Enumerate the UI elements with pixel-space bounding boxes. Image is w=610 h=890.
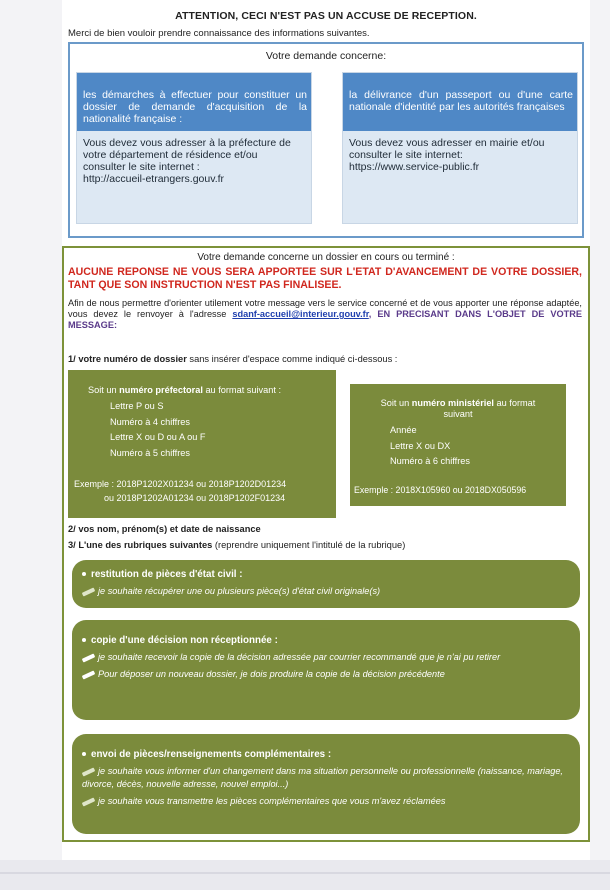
warning-text: AUCUNE REPONSE NE VOUS SERA APPORTEE SUR L'ETAT D'AVANCEMENT DE VOTRE DOSSIER, TANT QUE SON INSTRUCTION N'EST PAS FINALISEE. [68, 266, 582, 291]
bottom-divider [0, 872, 610, 874]
service-public-link[interactable]: https://www.service-public.fr [349, 161, 480, 173]
prefectoral-intro-c: au format suivant : [202, 385, 282, 395]
pen-icon [82, 797, 95, 806]
rubrique-item-text: Pour déposer un nouveau dossier, je dois produire la copie de la décision précédente [98, 669, 445, 679]
rubrique-item-text: je souhaite récupérer une ou plusieurs pièce(s) d'état civil originale(s) [98, 586, 381, 596]
instruction-line: Vous devez vous adresser en mairie et/ou [349, 137, 545, 149]
ministeriel-intro-d: suivant [443, 409, 473, 419]
pen-icon [82, 587, 95, 596]
ministeriel-card [350, 384, 566, 506]
step-2-label: 2/ vos nom, prénom(s) et date de naissance [68, 524, 261, 534]
pen-icon [82, 653, 95, 662]
paragraph-start: Afin de nous permettre d'orienter utilement votre message vers le service concerné et de vous apporter une réponse adaptée, vous devez le renvoyer à l'adresse [68, 298, 582, 319]
rubrique-title-text: envoi de pièces/renseignements complémentaires : [91, 749, 332, 760]
step-3 [68, 540, 405, 550]
ministeriel-intro-b: numéro ministériel [411, 398, 494, 408]
prefectoral-example-2: ou 2018P1202A01234 ou 2018P1202F01234 [104, 493, 286, 503]
prefectoral-card [68, 370, 336, 518]
rubrique-title [82, 634, 570, 647]
rubrique-item [82, 585, 570, 598]
ministeriel-intro-a: Soit un [380, 398, 412, 408]
rubrique-title [82, 748, 570, 761]
card-nationalite-subject: les démarches à effectuer pour constituer un dossier de demande d'acquisition de la nationalité française : [77, 73, 311, 131]
step-2 [68, 524, 261, 534]
format-line: Numéro à 4 chiffres [110, 416, 191, 427]
instruction-line: consulter le site internet : [83, 161, 200, 173]
green-section [62, 246, 590, 842]
instruction-line: votre département de résidence et/ou [83, 149, 258, 161]
prefectoral-example-1: Exemple : 2018P1202X01234 ou 2018P1202D01234 [74, 479, 287, 489]
card-nationalite-instructions [77, 131, 311, 223]
pen-icon [82, 767, 95, 776]
document-page [62, 0, 590, 860]
rubrique-item-text: je souhaite vous informer d'un changement dans ma situation personnelle ou professionnelle (naissance, mariage, divorce, décès, nouvelle adresse, nouvel emploi...) [82, 766, 563, 789]
email-link[interactable]: sdanf-accueil@interieur.gouv.fr [232, 309, 369, 319]
rubrique-item [82, 795, 570, 808]
format-line: Lettre X ou DX [390, 440, 451, 451]
format-line: Numéro à 5 chiffres [110, 447, 191, 458]
prefectoral-intro-a: Soit un [88, 385, 120, 395]
instructions-paragraph [68, 298, 582, 331]
format-line: Année [390, 425, 417, 435]
bullet-icon [82, 752, 86, 756]
rubrique-item [82, 765, 570, 791]
card-passeport [342, 72, 578, 224]
rubrique-item [82, 651, 570, 664]
accueil-etrangers-link[interactable]: http://accueil-etrangers.gouv.fr [83, 173, 225, 185]
prefectoral-format [110, 400, 206, 460]
blue-section [68, 42, 584, 238]
rubrique-item-text: je souhaite vous transmettre les pièces complémentaires que vous m'avez réclamées [98, 796, 446, 806]
format-line: Lettre P ou S [110, 401, 164, 411]
prefectoral-intro-b: numéro préfectoral [119, 385, 203, 395]
card-nationalite [76, 72, 312, 224]
step-1-label: 1/ votre numéro de dossier [68, 354, 187, 364]
page-title: ATTENTION, CECI N'EST PAS UN ACCUSE DE RECEPTION. [175, 10, 477, 22]
pen-icon [82, 670, 95, 679]
ministeriel-example: Exemple : 2018X105960 ou 2018DX050596 [354, 485, 527, 495]
rubrique-title [82, 568, 570, 581]
card-passeport-instructions [343, 131, 577, 223]
rubrique-item-text: je souhaite recevoir la copie de la décision adressée par courrier recommandé que je n'ai pu retirer [98, 652, 501, 662]
step-3-label: 3/ L'une des rubriques suivantes [68, 540, 213, 550]
rubrique-item [82, 668, 570, 681]
paragraph-end: , EN PRECISANT DANS L'OBJET DE VOTRE MESSAGE: [68, 309, 582, 330]
instruction-line: consulter le site internet: [349, 149, 463, 161]
step-1-rest: sans insérer d'espace comme indiqué ci-dessous : [186, 354, 398, 364]
ministeriel-intro-c: au format [493, 398, 536, 408]
step-3-rest: (reprendre uniquement l'intitulé de la rubrique) [212, 540, 406, 550]
rubrique-restitution [72, 560, 580, 608]
blue-section-heading: Votre demande concerne: [265, 50, 387, 62]
ministeriel-format [390, 424, 470, 469]
card-passeport-subject: la délivrance d'un passeport ou d'une carte nationale d'identité par les autorités françaises [343, 73, 577, 131]
rubrique-copie-decision [72, 620, 580, 720]
rubrique-title-text: copie d'une décision non réceptionnée : [91, 635, 278, 646]
prefectoral-intro [88, 384, 281, 398]
bullet-icon [82, 638, 86, 642]
rubrique-envoi-pieces [72, 734, 580, 834]
format-line: Numéro à 6 chiffres [390, 456, 471, 466]
ministeriel-intro [350, 398, 566, 420]
instruction-line: Vous devez vous adresser à la préfecture de [83, 137, 291, 149]
green-section-heading: Votre demande concerne un dossier en cours ou terminé : [197, 252, 455, 263]
bullet-icon [82, 572, 86, 576]
bottom-strip [0, 860, 610, 890]
rubrique-title-text: restitution de pièces d'état civil : [91, 569, 243, 580]
intro-text: Merci de bien vouloir prendre connaissance des informations suivantes. [68, 28, 370, 39]
step-1 [68, 354, 397, 364]
format-line: Lettre X ou D ou A ou F [110, 432, 206, 442]
